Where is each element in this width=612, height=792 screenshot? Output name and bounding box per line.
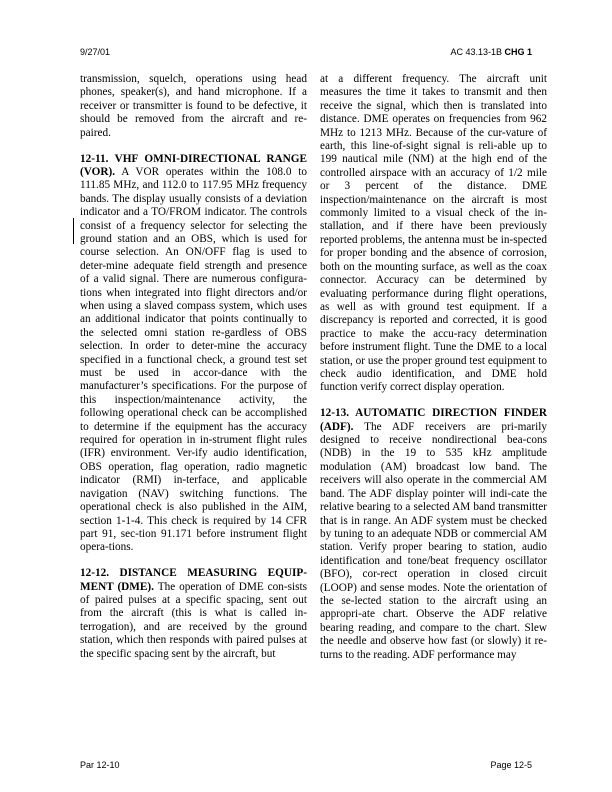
right-column bbox=[320, 73, 547, 662]
footer-page-number: Page 12-5 bbox=[490, 760, 532, 770]
header-date: 9/27/01 bbox=[80, 47, 111, 57]
header-ac-number bbox=[450, 47, 532, 57]
section-body: The operation of DME con-sists of paired pulses at a specific spacing, sent out from the aircraft (this is what is called in-terrogation), and are received by the ground station, which then responds with paired pulses at the specific spacing sent by the aircraft, but bbox=[80, 580, 307, 660]
left-column bbox=[80, 73, 307, 661]
change-bar bbox=[73, 218, 74, 244]
change-label: CHG 1 bbox=[504, 47, 532, 57]
section-body: The ADF receivers are pri-marily designed to receive nondirectional bea-cons (NDB) in the 19 to 535 kHz amplitude modulation (AM) broadcast low band. The receivers will also operate in the commercial AM band. The ADF display pointer will indi-cate the relative bearing to a selected AM band transmitter that is in range. An ADF system must be checked by tuning to an adequate NDB or commercial AM station. Verify proper bearing to station, audio identification and tone/beat frequency oscillator (BFO), cor-rect operation in closed circuit (LOOP) and sense modes. Note the orientation of the se-lected station to the aircraft using an appropri-ate chart. Observe the ADF relative bearing reading, and compare to the chart. Slew the needle and observe how fast (or slowly) it re-turns to the reading. ADF performance may bbox=[320, 420, 547, 661]
section-heading: 12-13. AUTOMATIC DIRECTION FINDER (ADF). bbox=[320, 407, 547, 433]
section-12-12 bbox=[80, 567, 307, 661]
footer-paragraph-ref: Par 12-10 bbox=[80, 760, 120, 770]
continuation-paragraph: transmission, squelch, operations using head phones, speaker(s), and hand microphone. If a receiver or transmitter is found to be defective, it should be removed from the aircraft and re-paired. bbox=[80, 73, 307, 139]
ac-number: AC 43.13-1B bbox=[450, 47, 502, 57]
section-heading: 12-11. VHF OMNI-DIRECTIONAL RANGE (VOR). bbox=[80, 152, 307, 178]
continuation-paragraph: at a different frequency. The aircraft unit measures the time it takes to transmit and then receive the signal, which then is translated into distance. DME operates on frequencies from 962 MHz to 1213 MHz. Because of the cur-vature of earth, this line-of-sight signal is reli-able up to 199 nautical mile (NM) at the high end of the controlled airspace with an accuracy of 1/2 mile or 3 percent of the distance. DME inspection/maintenance on the aircraft is most commonly limited to a visual check of the in-stallation, and if there have been previously reported problems, the antenna must be in-spected for proper bonding and the absence of corrosion, both on the mounting surface, as well as the coax connector. Accuracy can be determined by evaluating performance during flight operations, as well as with ground test equipment. If a discrepancy is reported and corrected, it is good practice to make the accu-racy determination before instrument flight. Tune the DME to a local station, or use the proper ground test equipment to check audio identification, and DME hold function verify correct display operation. bbox=[320, 73, 547, 394]
section-body: A VOR operates within the 108.0 to 111.85 MHz, and 112.0 to 117.95 MHz frequency bands. The display usually consists of a deviation indicator and a TO/FROM indicator. The controls consist of a frequency selector for selecting the ground station and an OBS, which is used for course selection. An ON/OFF flag is used to deter-mine adequate field strength and presence of a valid signal. There are numerous configura-tions when integrated into flight directors and/or when using a slaved compass system, which uses an additional indicator that points continually to the selected omni station re-gardless of OBS selection. In order to deter-mine the accuracy specified in a functional check, a ground test set must be used in accor-dance with the manufacturer’s specifications. For the purpose of this inspection/maintenance activity, the following operational check can be accomplished to determine if the equipment has the accuracy required for operation in in-strument flight rules (IFR) environment. Ver-ify audio identification, OBS operation, flag operation, radio magnetic indicator (RMI) in-terface, and applicable navigation (NAV) switching functions. The operational check is also published in the AIM, section 1-1-4. This check is required by 14 CFR part 91, sec-tion 91.171 before instrument flight opera-tions. bbox=[80, 165, 307, 554]
section-12-13 bbox=[320, 407, 547, 662]
section-12-11 bbox=[80, 153, 307, 555]
section-heading: 12-12. DISTANCE MEASURING EQUIP-MENT (DME). bbox=[80, 567, 307, 593]
